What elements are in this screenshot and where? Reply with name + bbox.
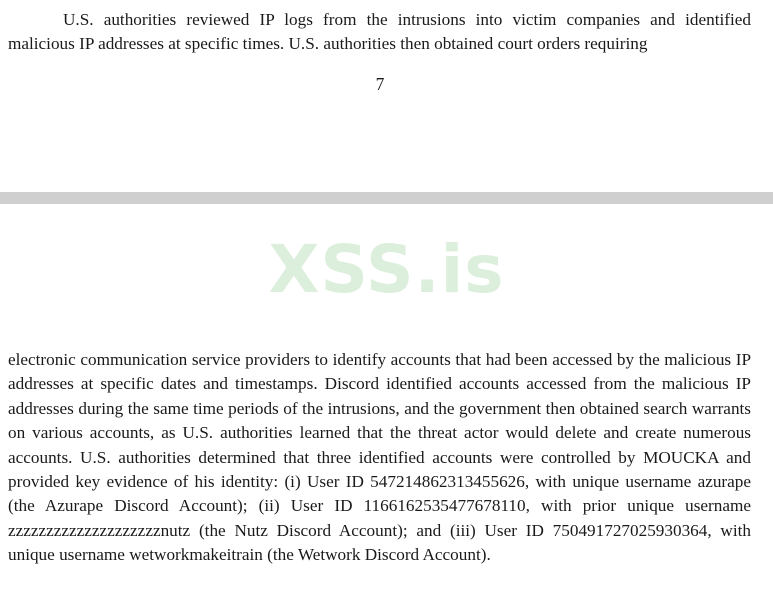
document-page-lower [0, 204, 773, 592]
body-paragraph-discord-accounts: electronic communication service providers to identify accounts that had been accessed by the malicious IP addresses at specific dates and timestamps. Discord identified accounts accessed from the malicious IP addresses during the same time periods of the intrusions, and the government then obtained search warrants on various accounts, as U.S. authorities learned that the threat actor would delete and create numerous accounts. U.S. authorities determined that three identified accounts were controlled by MOUCKA and provided key evidence of his identity: (i) User ID 547214862313455626, with unique username azurape (the Azurape Discord Account); (ii) User ID 1166162535477678110, with prior unique username zzzzzzzzzzzzzzzzzzzznutz (the Nutz Discord Account); and (iii) User ID 750491727025930364, with unique username wetworkmakeitrain (the Wetwork Discord Account). [8, 350, 751, 565]
xss-watermark: XSS.is [268, 231, 505, 308]
document-page-upper [0, 0, 773, 192]
body-paragraph-continuation: U.S. authorities reviewed IP logs from the intrusions into victim companies and identified malicious IP addresses at specific times. U.S. authorities then obtained court orders requiring [8, 10, 751, 53]
page-number: 7 [375, 74, 385, 94]
page-break-separator [0, 192, 773, 204]
